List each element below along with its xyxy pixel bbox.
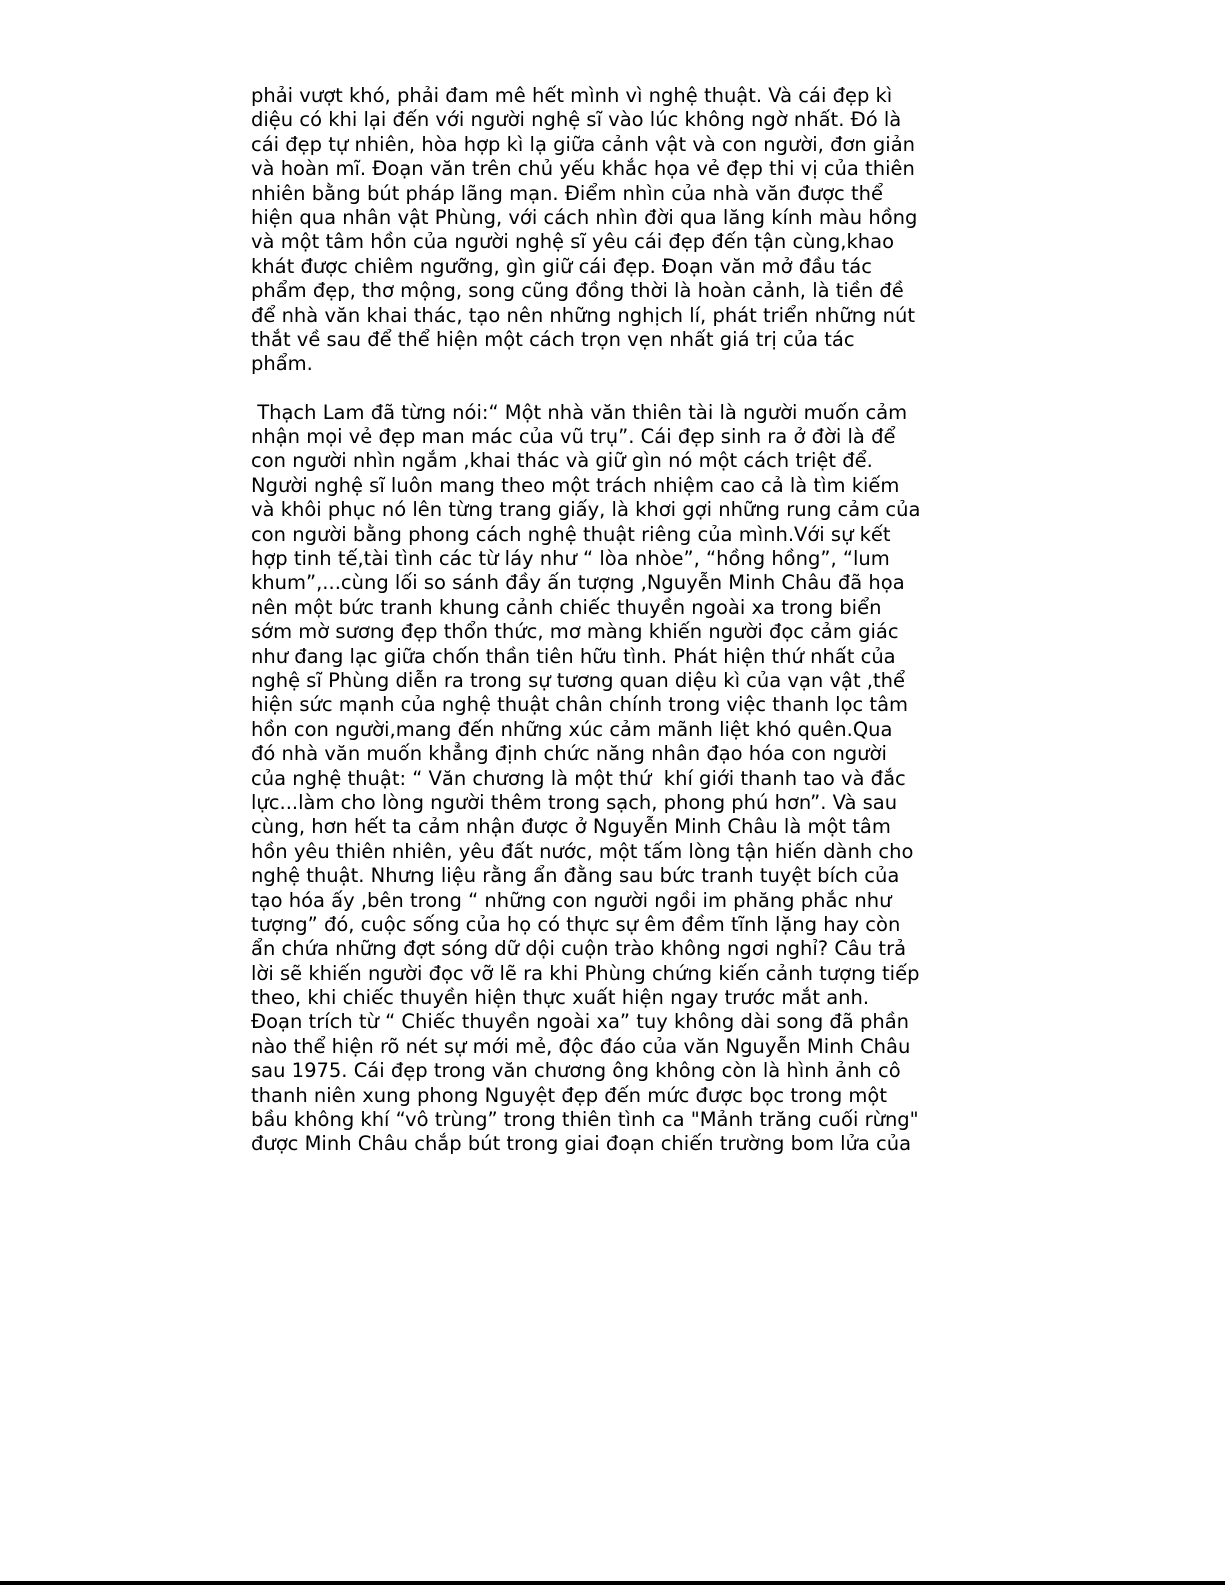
text-line: nhận mọi vẻ đẹp man mác của vũ trụ”. Cái đẹp sinh ra ở đời là để <box>251 425 896 449</box>
text-line: nhiên bằng bút pháp lãng mạn. Điểm nhìn của nhà văn được thể <box>251 181 883 205</box>
text-line: con người nhìn ngắm ,khai thác và giữ gìn nó một cách triệt để. <box>251 449 873 473</box>
text-line: phẩm đẹp, thơ mộng, song cũng đồng thời là hoàn cảnh, là tiền đề <box>251 279 904 303</box>
paragraph-2 <box>251 401 991 1157</box>
text-line: ẩn chứa những đợt sóng dữ dội cuộn trào không ngơi nghỉ? Câu trả <box>251 937 907 961</box>
text-line: thắt về sau để thể hiện một cách trọn vẹn nhất giá trị của tác <box>251 327 855 351</box>
text-line: theo, khi chiếc thuyền hiện thực xuất hiện ngay trước mắt anh. <box>251 986 870 1010</box>
text-line: thanh niên xung phong Nguyệt đẹp đến mức được bọc trong một <box>251 1083 887 1107</box>
text-line: sau 1975. Cái đẹp trong văn chương ông không còn là hình ảnh cô <box>251 1059 901 1083</box>
text-line: lực...làm cho lòng người thêm trong sạch, phong phú hơn”. Và sau <box>251 790 898 814</box>
text-line: diệu có khi lại đến với người nghệ sĩ vào lúc không ngờ nhất. Đó là <box>251 108 902 132</box>
text-line: bầu không khí “vô trùng” trong thiên tình ca "Mảnh trăng cuối rừng" <box>251 1108 919 1132</box>
text-line: nên một bức tranh khung cảnh chiếc thuyền ngoài xa trong biển <box>251 595 882 619</box>
text-line: sớm mờ sương đẹp thổn thức, mơ màng khiến người đọc cảm giác <box>251 620 899 644</box>
text-line: tạo hóa ấy ,bên trong “ những con người ngồi im phăng phắc như <box>251 888 892 912</box>
text-line: và hoàn mĩ. Đoạn văn trên chủ yếu khắc họa vẻ đẹp thi vị của thiên <box>251 157 915 181</box>
text-line: hiện sức mạnh của nghệ thuật chân chính trong việc thanh lọc tâm <box>251 693 909 717</box>
text-line: để nhà văn khai thác, tạo nên những nghịch lí, phát triển những nút <box>251 303 915 327</box>
text-line: hồn con người,mang đến những xúc cảm mãnh liệt khó quên.Qua <box>251 717 893 741</box>
text-line: của nghệ thuật: “ Văn chương là một thứ khí giới thanh tao và đắc <box>251 766 906 790</box>
text-line: khát được chiêm ngưỡng, gìn giữ cái đẹp. Đoạn văn mở đầu tác <box>251 254 872 278</box>
text-line: hồn yêu thiên nhiên, yêu đất nước, một tấm lòng tận hiến dành cho <box>251 839 914 863</box>
paragraph-spacer <box>251 377 991 401</box>
text-line: lời sẽ khiến người đọc vỡ lẽ ra khi Phùng chứng kiến cảnh tượng tiếp <box>251 961 920 985</box>
text-line: khum”,...cùng lối so sánh đầy ấn tượng ,Nguyễn Minh Châu đã họa <box>251 571 905 595</box>
text-line: cái đẹp tự nhiên, hòa hợp kì lạ giữa cảnh vật và con người, đơn giản <box>251 132 916 156</box>
text-line: phải vượt khó, phải đam mê hết mình vì nghệ thuật. Và cái đẹp kì <box>251 84 893 107</box>
page-bottom-border <box>0 1581 1225 1585</box>
text-line: Người nghệ sĩ luôn mang theo một trách nhiệm cao cả là tìm kiếm <box>251 473 900 497</box>
text-line: cùng, hơn hết ta cảm nhận được ở Nguyễn Minh Châu là một tâm <box>251 815 891 839</box>
text-line: đó nhà văn muốn khẳng định chức năng nhân đạo hóa con người <box>251 742 887 766</box>
text-line: hiện qua nhân vật Phùng, với cách nhìn đời qua lăng kính màu hồng <box>251 205 918 229</box>
text-line: nghệ thuật. Nhưng liệu rằng ẩn đằng sau bức tranh tuyệt bích của <box>251 864 900 888</box>
text-line: nào thể hiện rõ nét sự mới mẻ, độc đáo của văn Nguyễn Minh Châu <box>251 1034 911 1058</box>
text-line: được Minh Châu chắp bút trong giai đoạn chiến trường bom lửa của <box>251 1132 912 1156</box>
paragraph-1 <box>251 84 991 377</box>
text-line: như đang lạc giữa chốn thần tiên hữu tình. Phát hiện thứ nhất của <box>251 644 896 668</box>
text-line: hợp tinh tế,tài tình các từ láy như “ lòa nhòe”, “hồng hồng”, “lum <box>251 547 890 571</box>
text-line: tượng” đó, cuộc sống của họ có thực sự êm đềm tĩnh lặng hay còn <box>251 912 901 936</box>
text-line: và khôi phục nó lên từng trang giấy, là khơi gợi những rung cảm của <box>251 498 921 522</box>
text-line: Thạch Lam đã từng nói:“ Một nhà văn thiên tài là người muốn cảm <box>251 400 908 424</box>
text-line: và một tâm hồn của người nghệ sĩ yêu cái đẹp đến tận cùng,khao <box>251 230 894 254</box>
text-line: phẩm. <box>251 352 313 376</box>
text-line: nghệ sĩ Phùng diễn ra trong sự tương quan diệu kì của vạn vật ,thể <box>251 668 905 692</box>
text-line: con người bằng phong cách nghệ thuật riêng của mình.Với sự kết <box>251 522 891 546</box>
document-body <box>251 84 991 1157</box>
text-line: Đoạn trích từ “ Chiếc thuyền ngoài xa” tuy không dài song đã phần <box>251 1010 910 1034</box>
